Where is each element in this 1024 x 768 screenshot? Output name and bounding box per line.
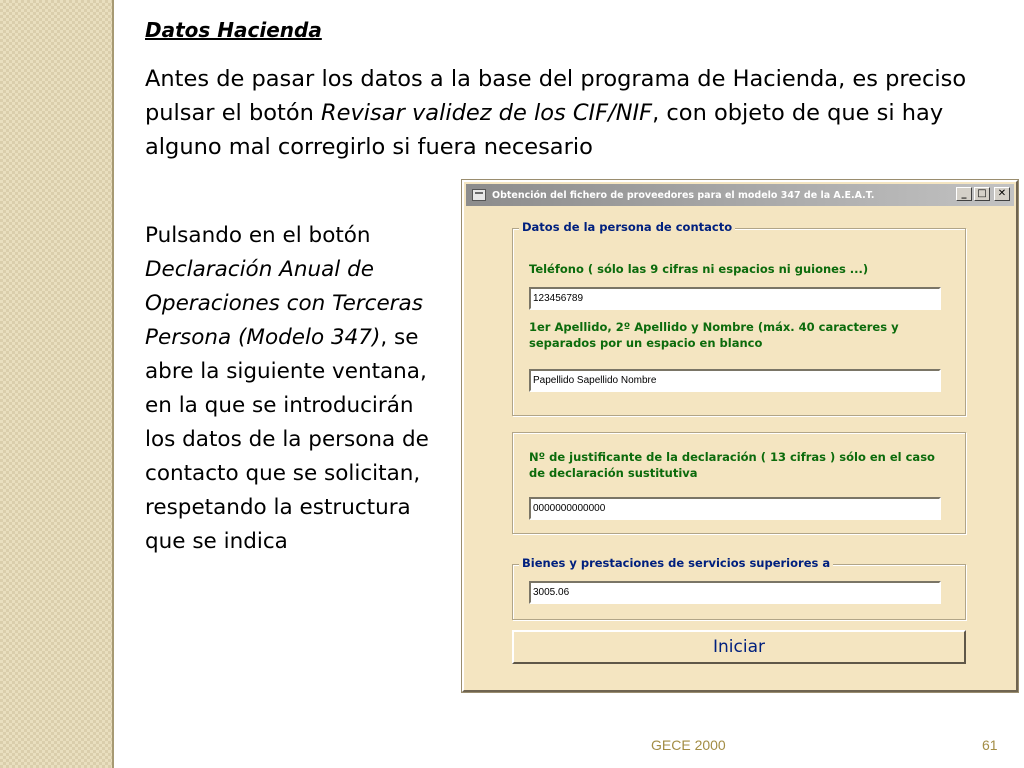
window-titlebar[interactable] xyxy=(466,184,1014,206)
minimize-icon[interactable]: _ xyxy=(956,187,972,201)
instruction-button-name: Declaración Anual de Operaciones con Terceras Persona (Modelo 347) xyxy=(145,257,423,350)
intro-button-name: Revisar validez de los CIF/NIF xyxy=(321,100,653,126)
intro-text-end: , con objeto de que si hay alguno mal corregirlo si fuera necesario xyxy=(145,100,944,160)
instruction-text-start: Pulsando en el botón xyxy=(145,223,371,248)
bienes-input[interactable]: 3005.06 xyxy=(529,581,941,604)
phone-label: Teléfono ( sólo las 9 cifras ni espacios ni guiones ...) xyxy=(529,262,869,276)
window-title: Obtención del fichero de proveedores para el modelo 347 de la A.E.A.T. xyxy=(492,189,875,201)
start-button[interactable]: Iniciar xyxy=(512,630,966,664)
footer-text: GECE 2000 xyxy=(651,737,726,753)
sidebar-divider xyxy=(112,0,114,768)
window-controls xyxy=(956,187,1010,201)
name-label: 1er Apellido, 2º Apellido y Nombre (máx. 40 caracteres y separados por un espacio en blanco xyxy=(529,320,899,350)
page-number: 61 xyxy=(982,737,998,753)
instruction-text-end: , se abre la siguiente ventana, en la que se introducirán los datos de la persona de contacto que se solicitan, respetando la estructura que se indica xyxy=(145,325,429,554)
slide-title: Datos Hacienda xyxy=(145,18,322,42)
intro-text-start: Antes de pasar los datos a la base del programa de Hacienda, es preciso pulsar el botón xyxy=(145,66,967,126)
bienes-group xyxy=(512,556,966,620)
bienes-group-legend: Bienes y prestaciones de servicios superiores a xyxy=(519,556,833,570)
contact-group xyxy=(512,220,966,416)
name-input[interactable]: Papellido Sapellido Nombre xyxy=(529,369,941,392)
dialog-window xyxy=(462,180,1018,692)
intro-paragraph xyxy=(145,62,1005,164)
justificante-input[interactable]: 0000000000000 xyxy=(529,497,941,520)
justificante-group xyxy=(512,432,966,534)
instruction-paragraph xyxy=(145,219,445,559)
maximize-icon[interactable]: □ xyxy=(974,187,990,201)
decorative-sidebar xyxy=(0,0,112,768)
justificante-label: Nº de justificante de la declaración ( 13 cifras ) sólo en el caso de declaración sustitutiva xyxy=(529,450,935,480)
contact-group-legend: Datos de la persona de contacto xyxy=(519,220,735,234)
app-window-icon[interactable] xyxy=(472,189,486,201)
close-icon[interactable]: ✕ xyxy=(994,187,1010,201)
phone-input[interactable]: 123456789 xyxy=(529,287,941,310)
